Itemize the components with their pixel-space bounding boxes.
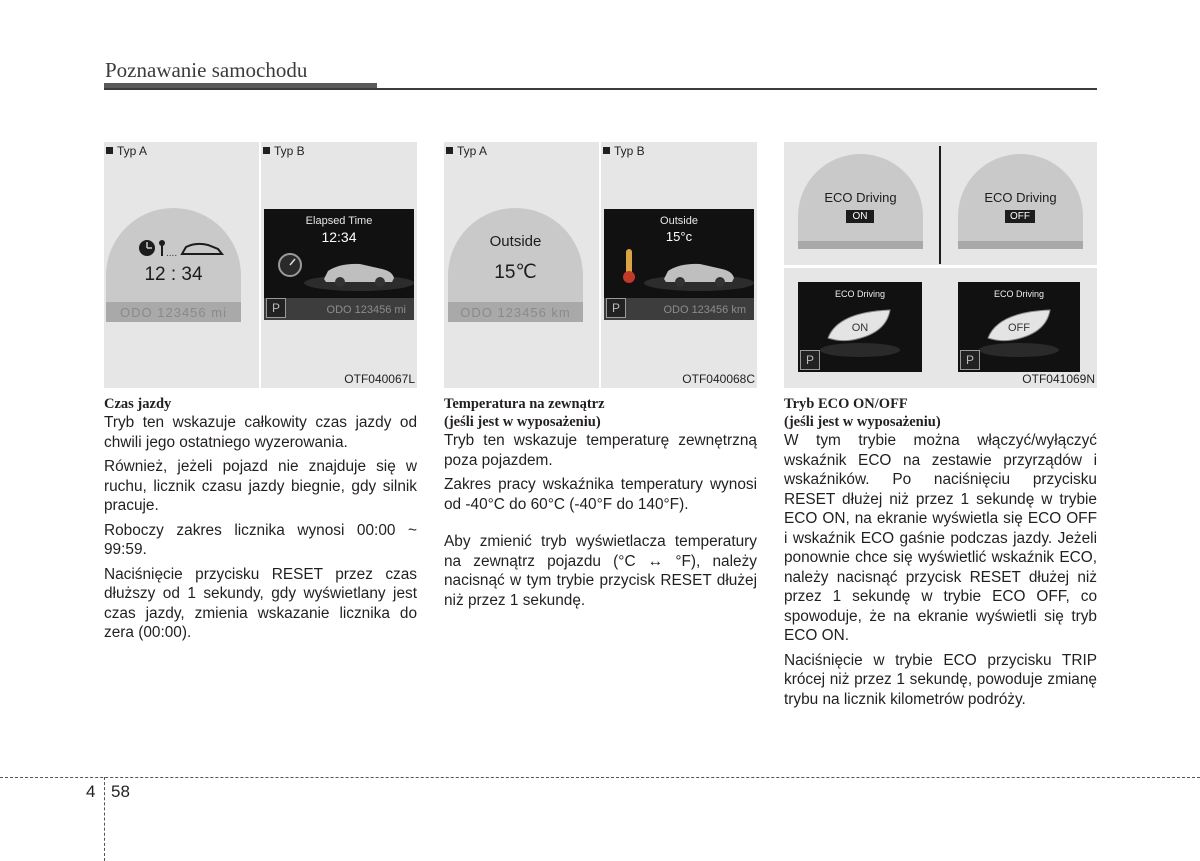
- lcd-title: Elapsed Time: [305, 215, 373, 227]
- eco-dome-on: [798, 154, 923, 249]
- p-icon: P: [960, 350, 980, 370]
- lcd-odo-readout: ODO 123456 km: [663, 304, 746, 316]
- outside-temperature-value: 15℃: [494, 262, 537, 283]
- figure-code: OTF041069N: [1022, 372, 1095, 386]
- lcd-value: 15°c: [665, 229, 693, 244]
- paragraph: Roboczy zakres licznika wynosi 00:00 ~ 99:59.: [104, 521, 417, 558]
- eco-lcd-state: OFF: [1008, 322, 1030, 334]
- paragraph: Zakres pracy wskaźnika temperatury wynosi od -40°C do 60°C (-40°F do 140°F).: [444, 476, 757, 513]
- paragraph: Tryb ten wskazuje temperaturę zewnętrzną poza pojazdem.: [444, 432, 757, 469]
- type-b-label: Typ B: [603, 144, 645, 158]
- figure-code: OTF040068C: [682, 372, 755, 386]
- vertical-divider: [939, 146, 941, 264]
- section-subheading: (jeśli jest w wyposażeniu): [784, 414, 941, 430]
- eco-state-badge: OFF: [1005, 210, 1035, 223]
- lcd-odo-readout: ODO 123456 mi: [326, 304, 406, 316]
- horizontal-divider: [784, 265, 1097, 268]
- lcd-display: [264, 209, 414, 320]
- figure-outside-temperature: [444, 142, 757, 388]
- paragraph: Tryb ten wskazuje całkowity czas jazdy od chwili jego ostatniego wyzerowania.: [104, 414, 417, 451]
- svg-text:....: ....: [166, 248, 178, 259]
- eco-driving-label: ECO Driving: [824, 190, 897, 205]
- figure-code: OTF040067L: [344, 372, 415, 386]
- type-b-label: Typ B: [263, 144, 305, 158]
- paragraph: W tym trybie można włączyć/wyłączyć wskaźnik ECO na zestawie przyrządów i wskaźników. Po naciśnięciu przycisku RESET dłużej niż przez 1 sekundę w trybie ECO ON, na ekranie wyświetla się ECO OFF i wskaźnik ECO gaśnie podczas jazdy. Jeżeli ponownie chce się wyświetlić wskaźnik ECO, należy nacisnąć przycisk RESET dłużej niż przez 1 sekundę w trybie ECO OFF, co spowoduje, że na ekranie wyświetli się tryb ECO ON.: [784, 432, 1097, 644]
- eco-driving-label: ECO Driving: [984, 190, 1057, 205]
- page-header-title: Poznawanie samochodu: [105, 58, 308, 82]
- section-outside-temperature: [444, 395, 757, 615]
- figure-panel-type-b: [261, 142, 417, 388]
- eco-state-badge: ON: [846, 210, 874, 223]
- p-icon: P: [266, 298, 286, 318]
- odo-readout: ODO 123456 mi: [120, 305, 227, 320]
- section-heading: Temperatura na zewnątrz: [444, 396, 605, 412]
- eco-lcd-on: [798, 282, 922, 372]
- paragraph: Aby zmienić tryb wyświetlacza temperatury na zewnątrz pojazdu (°C ↔ °F), należy nacisnąć w tym trybie przycisk RESET dłużej niż przez 1 sekundę.: [444, 533, 757, 609]
- type-a-label: Typ A: [106, 144, 147, 158]
- odo-readout: ODO 123456 km: [460, 305, 571, 320]
- p-icon: P: [606, 298, 626, 318]
- paragraph: Również, jeżeli pojazd nie znajduje się w ruchu, licznik czasu jazdy biegnie, gdy silnik pracuje.: [104, 458, 417, 514]
- lcd-title: Outside: [660, 215, 698, 227]
- clock-and-car-icon: [264, 245, 414, 305]
- dome-strip: [958, 241, 1083, 249]
- page-number: 58: [111, 782, 130, 801]
- eco-dome-off: [958, 154, 1083, 249]
- cluster-dome: [106, 208, 241, 322]
- section-eco-mode: [784, 395, 1097, 714]
- eco-lcd-title: ECO Driving: [834, 289, 885, 299]
- lcd-value: 12:34: [321, 229, 357, 245]
- figure-panel-type-b: [601, 142, 757, 388]
- thermometer-and-car-icon: [604, 245, 754, 305]
- eco-lcd-title: ECO Driving: [993, 289, 1044, 299]
- chapter-number: 4: [86, 782, 96, 801]
- section-heading: Tryb ECO ON/OFF: [784, 396, 908, 412]
- figure-panel-type-a: [104, 142, 259, 388]
- paragraph: Naciśnięcie w trybie ECO przycisku TRIP krócej niż przez 1 sekundę, powoduje zmianę trybu na licznik kilometrów podróży.: [784, 651, 1097, 708]
- cluster-dome: [448, 208, 583, 322]
- section-elapsed-time: [104, 395, 417, 648]
- dome-strip: [798, 241, 923, 249]
- outside-label: Outside: [489, 233, 542, 250]
- figure-eco-mode: [784, 142, 1097, 388]
- figure-elapsed-time: [104, 142, 417, 388]
- footer-rule: [0, 777, 1200, 778]
- section-heading: Czas jazdy: [104, 396, 172, 412]
- figure-panel-type-a: [444, 142, 599, 388]
- header-rule: [104, 88, 1097, 90]
- footer-vertical-rule: [104, 777, 105, 861]
- eco-lcd-off: [958, 282, 1080, 372]
- elapsed-time-value: 12 : 34: [144, 264, 203, 285]
- type-a-label: Typ A: [446, 144, 487, 158]
- section-subheading: (jeśli jest w wyposażeniu): [444, 414, 601, 430]
- paragraph: Naciśnięcie przycisku RESET przez czas dłuższy od 1 sekundy, gdy wyświetlany jest czas jazdy, zmienia wskazanie licznika do zera (00:00).: [104, 565, 417, 641]
- p-icon: P: [800, 350, 820, 370]
- eco-lcd-state: ON: [851, 322, 869, 334]
- lcd-display: [604, 209, 754, 320]
